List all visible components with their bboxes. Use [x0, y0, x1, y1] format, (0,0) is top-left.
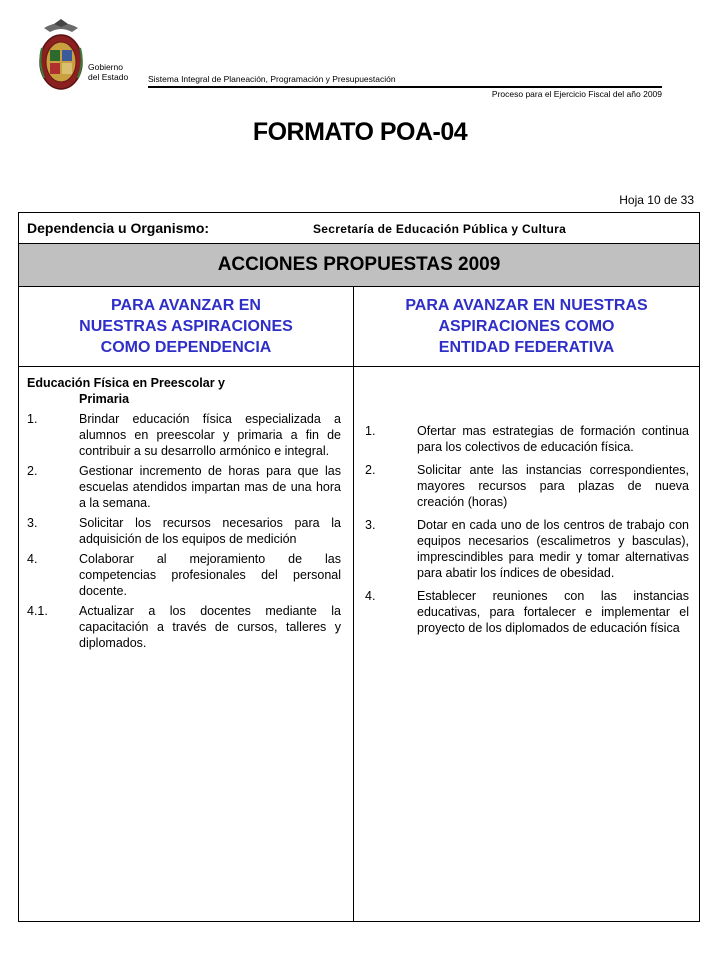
list-item [27, 551, 341, 599]
item-text: Establecer reuniones con las instancias educativas, para fortalecer e implementar el proyecto de los diplomados de educación física [417, 589, 689, 635]
process-label: Proceso para el Ejercicio Fiscal del año 2009 [491, 89, 662, 99]
list-item [365, 517, 689, 581]
item-number: 1. [27, 412, 38, 426]
right-column-header [354, 287, 699, 367]
item-text: Colaborar al mejoramiento de las competencias profesionales del personal docente. [79, 552, 341, 598]
item-text: Gestionar incremento de horas para que las escuelas atendidos impartan mas de una hora a la semana. [79, 464, 341, 510]
item-text: Brindar educación física especializada a alumnos en preescolar y primaria a fin de contribuir a su desarrollo armónico e integral. [79, 412, 341, 458]
left-column-header [19, 287, 353, 367]
item-number: 4. [27, 552, 38, 566]
item-text: Actualizar a los docentes mediante la capacitación a través de cursos, talleres y diplomados. [79, 604, 341, 650]
list-item [365, 423, 689, 455]
item-number: 2. [27, 464, 38, 478]
left-actions-list [27, 375, 341, 655]
item-number: 3. [365, 518, 376, 532]
government-label [88, 62, 128, 82]
dependency-label: Dependencia u Organismo: [27, 220, 210, 236]
right-actions-list [365, 423, 689, 643]
left-section-line2: Primaria [79, 392, 130, 406]
left-section-line1: Educación Física en Preescolar y [27, 376, 226, 390]
list-item [365, 588, 689, 636]
left-section-title [27, 375, 341, 407]
list-item [27, 411, 341, 459]
list-item [27, 603, 341, 651]
list-item [27, 463, 341, 511]
item-number: 2. [365, 463, 376, 477]
left-header-line2: NUESTRAS ASPIRACIONES [79, 318, 293, 335]
state-seal-logo [36, 18, 86, 96]
section-title: ACCIONES PROPUESTAS 2009 [19, 244, 699, 287]
item-number: 4. [365, 589, 376, 603]
header-divider [148, 86, 662, 88]
page-title: FORMATO POA-04 [252, 118, 468, 146]
list-item [365, 462, 689, 510]
item-text: Ofertar mas estrategias de formación continua para los colectivos de educación física. [417, 424, 689, 454]
page-number: Hoja 10 de 33 [619, 193, 694, 207]
right-header-line2: ASPIRACIONES COMO [438, 318, 615, 335]
left-header-line3: COMO DEPENDENCIA [100, 339, 272, 356]
dependency-row [19, 213, 699, 244]
item-text: Dotar en cada uno de los centros de trabajo con equipos necesarios (escalimetros y basculas), imprescindibles para medir y tomar alternativas para abatir los índices de obesidad. [417, 518, 689, 580]
item-number: 4.1. [27, 604, 48, 618]
item-number: 3. [27, 516, 38, 530]
item-number: 1. [365, 424, 376, 438]
gobierno-line2: del Estado [88, 72, 129, 82]
item-text: Solicitar ante las instancias correspondientes, mayores recursos para plazas de nueva creación (horas) [417, 463, 689, 509]
item-text: Solicitar los recursos necesarios para la adquisición de los equipos de medición [79, 516, 341, 546]
right-header-line1: PARA AVANZAR EN NUESTRAS [405, 297, 648, 314]
column-divider [353, 287, 354, 921]
list-item [27, 515, 341, 547]
gobierno-line1: Gobierno [88, 62, 123, 72]
dependency-value: Secretaría de Educación Pública y Cultura [313, 222, 567, 236]
form-table [18, 212, 700, 922]
left-header-line1: PARA AVANZAR EN [111, 297, 261, 314]
right-header-line3: ENTIDAD FEDERATIVA [438, 339, 615, 356]
system-name: Sistema Integral de Planeación, Programación y Presupuestación [148, 74, 396, 84]
